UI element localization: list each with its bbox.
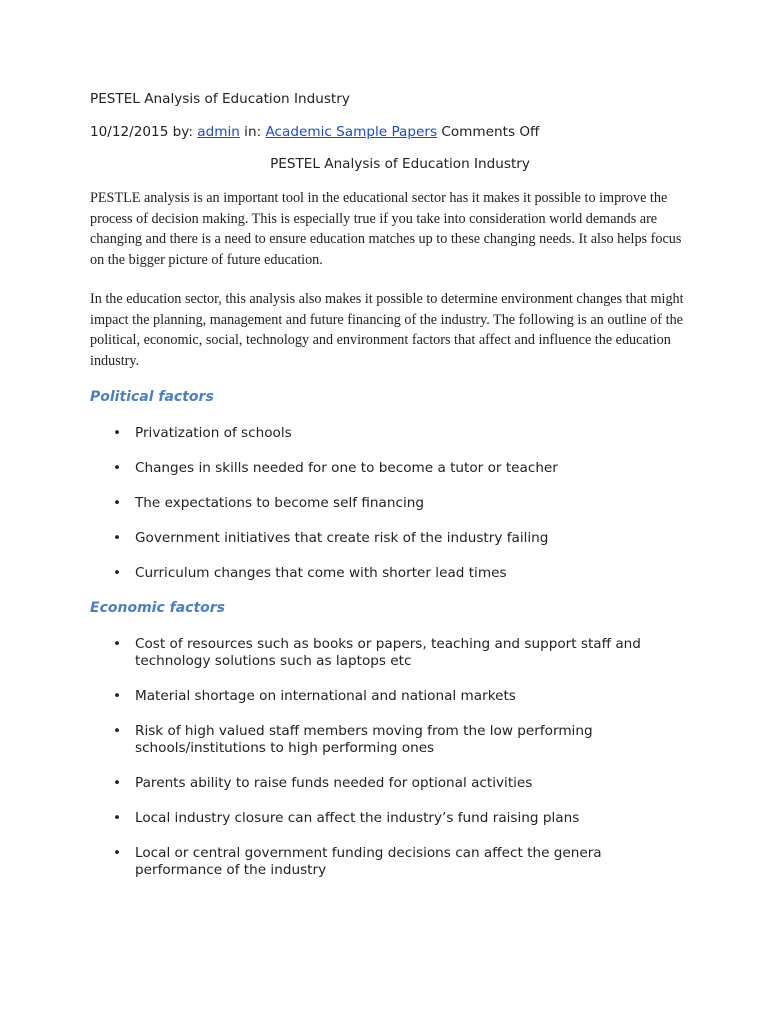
list-item-text: Government initiatives that create risk of the industry failing xyxy=(135,530,549,546)
list-item-text: Parents ability to raise funds needed for optional activities xyxy=(135,775,533,791)
bullet-icon: • xyxy=(113,775,122,791)
by-label: by: xyxy=(168,124,198,140)
political-factors-heading: Political factors xyxy=(90,389,214,405)
list-item xyxy=(90,775,690,792)
list-item-text: Changes in skills needed for one to become a tutor or teacher xyxy=(135,460,558,476)
bullet-icon: • xyxy=(113,425,122,441)
list-item xyxy=(90,425,690,442)
list-item xyxy=(90,495,690,512)
list-item xyxy=(90,460,690,477)
document-page xyxy=(90,91,690,879)
list-item xyxy=(90,636,690,670)
list-item-text: Privatization of schools xyxy=(135,425,292,441)
bullet-icon: • xyxy=(113,688,122,704)
intro-paragraph: PESTLE analysis is an important tool in the educational sector has it makes it possible to improve the process of decision making. This is especially true if you take into consideration world demands are changing and there is a need to ensure education matches up to these changing needs. It also helps focus on the bigger picture of future education. xyxy=(90,190,682,268)
list-item xyxy=(90,530,690,547)
bullet-icon: • xyxy=(113,845,122,861)
bullet-icon: • xyxy=(113,495,122,511)
document-title: PESTEL Analysis of Education Industry xyxy=(90,91,350,107)
list-item xyxy=(90,845,690,879)
in-label: in: xyxy=(239,124,266,140)
list-item-text: Curriculum changes that come with shorter lead times xyxy=(135,565,507,581)
post-meta xyxy=(90,124,690,141)
list-item-text: Local industry closure can affect the industry’s fund raising plans xyxy=(135,810,580,826)
list-item-text: Local or central government funding decisions can affect the genera performance of the industry xyxy=(135,845,602,878)
post-date: 10/12/2015 xyxy=(90,124,169,140)
author-link[interactable]: admin xyxy=(197,124,240,140)
bullet-icon: • xyxy=(113,723,122,739)
bullet-icon: • xyxy=(113,810,122,826)
context-paragraph: In the education sector, this analysis also makes it possible to determine environment changes that might impact the planning, management and future financing of the industry. The following is an outline of the political, economic, social, technology and environment factors that affect and influence the education industry. xyxy=(90,291,684,369)
bullet-icon: • xyxy=(113,636,122,652)
bullet-icon: • xyxy=(113,530,122,546)
list-item-text: Cost of resources such as books or papers, teaching and support staff and technology solutions such as laptops etc xyxy=(135,636,641,669)
comments-status: Comments Off xyxy=(437,124,540,140)
list-item xyxy=(90,565,690,582)
political-factors-list xyxy=(90,425,690,582)
economic-factors-list xyxy=(90,636,690,879)
list-item xyxy=(90,688,690,705)
list-item-text: Risk of high valued staff members moving from the low performing schools/institutions to high performing ones xyxy=(135,723,593,756)
bullet-icon: • xyxy=(113,565,122,581)
list-item xyxy=(90,810,690,827)
article-title: PESTEL Analysis of Education Industry xyxy=(270,156,530,172)
bullet-icon: • xyxy=(113,460,122,476)
list-item-text: Material shortage on international and national markets xyxy=(135,688,516,704)
list-item-text: The expectations to become self financing xyxy=(135,495,424,511)
category-link[interactable]: Academic Sample Papers xyxy=(265,124,438,140)
economic-factors-heading: Economic factors xyxy=(90,600,226,616)
list-item xyxy=(90,723,690,757)
